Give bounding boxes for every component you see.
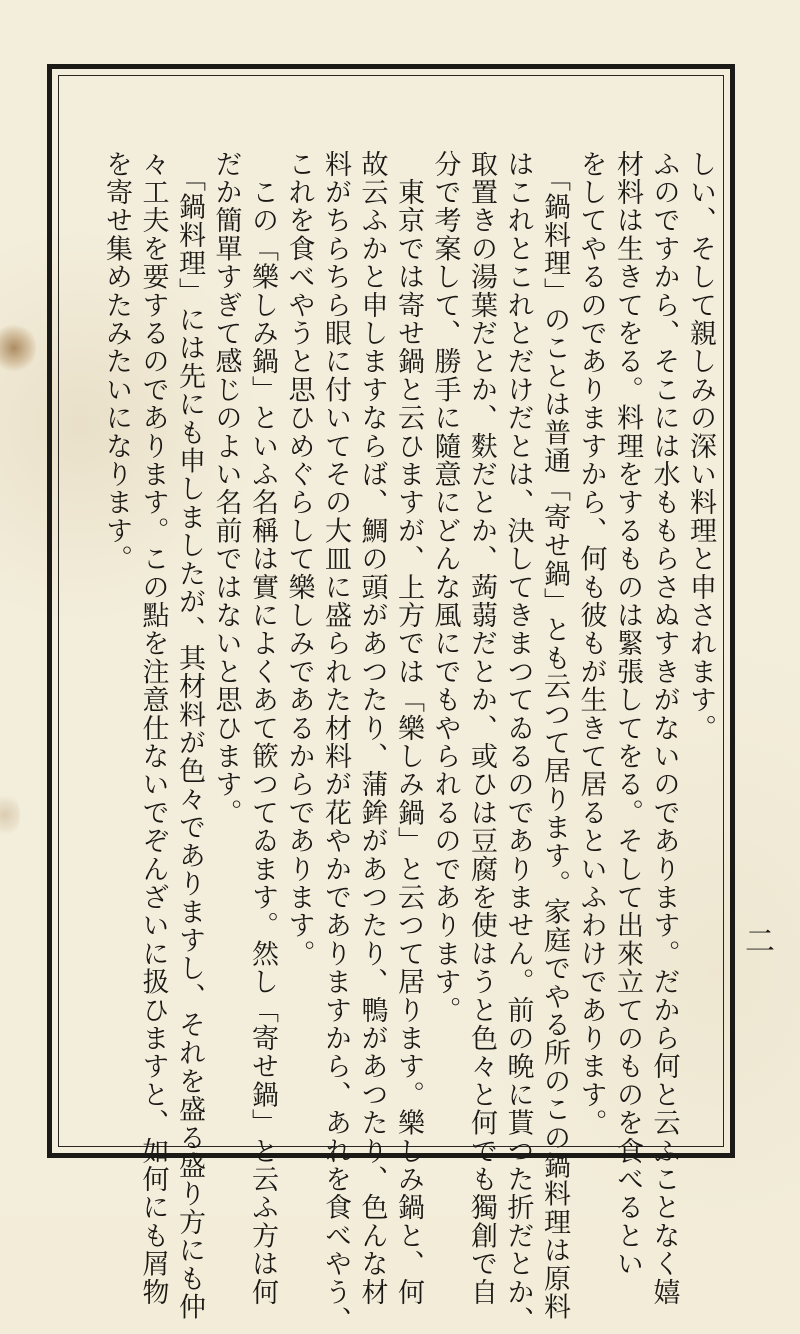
paper-stain [0,322,36,374]
text-column: だか簡單すぎて感じのよい名前ではないと思ひます。 [210,150,242,827]
text-column: しい、そして親しみの深い料理と申されます。 [685,150,716,743]
paper-stain [0,790,20,840]
text-column: をしてやるのでありますから、何も彼もが生きて居るといふわけであります。 [575,150,607,1137]
text-column: この「樂しみ鍋」といふ名稱は實によくあて篏つてゐます。然し「寄せ鍋」と云ふ方は何 [247,150,278,1307]
text-column: 東京では寄せ鍋と云ひますが、上方では「樂しみ鍋」と云つて居ります。樂しみ鍋と、何 [393,150,424,1307]
text-column: 材料は生きてをる。料理をするものは緊張してをる。そして出來立てのものを食べるとい [612,150,643,1278]
vertical-text-block [98,150,719,1334]
text-column: 料がちらちら眼に付いてその大皿に盛られた材料が花やかでありますから、あれを食べやう、 [320,150,351,1334]
text-column: を寄せ集めたみたいになります。 [101,150,132,573]
text-column: 故云ふかと申しますならば、鯛の頭があつたり、蒲鉾があつたり、鴨があつたり、色んな材 [356,150,388,1307]
text-column: 「鍋料理」のことは普通「寄せ鍋」とも云つて居ります。家庭でやる所のこの鍋料理は原料 [539,150,570,1321]
text-column: ふのですから、そこには水ももらさぬすきがないのであります。だから何と云ふことなく嬉 [648,150,680,1307]
text-column: 々工夫を要するのであります。この點を注意仕ないでぞんざいに扱ひますと、如何にも屑物 [137,150,169,1307]
text-column: 取置きの湯葉だとか、麩だとか、蒟蒻だとか、或ひは豆腐を使はうと色々と何でも獨創で自 [466,150,497,1307]
text-column: 「鍋料理」には先にも申しましたが、其材料が色々でありますし、それを盛る盛り方にも仲 [174,150,205,1321]
text-column: これを食べやうと思ひめぐらして樂しみであるからであります。 [283,150,315,968]
text-column: 分で考案して、勝手に隨意にどんな風にでもやられるのであります。 [429,150,461,1025]
text-column: はこれとこれとだけだとは、決してきまつてゐるのでありません。前の晩に貰つた折だとか、 [502,150,534,1334]
page-number: 二 [739,925,774,955]
